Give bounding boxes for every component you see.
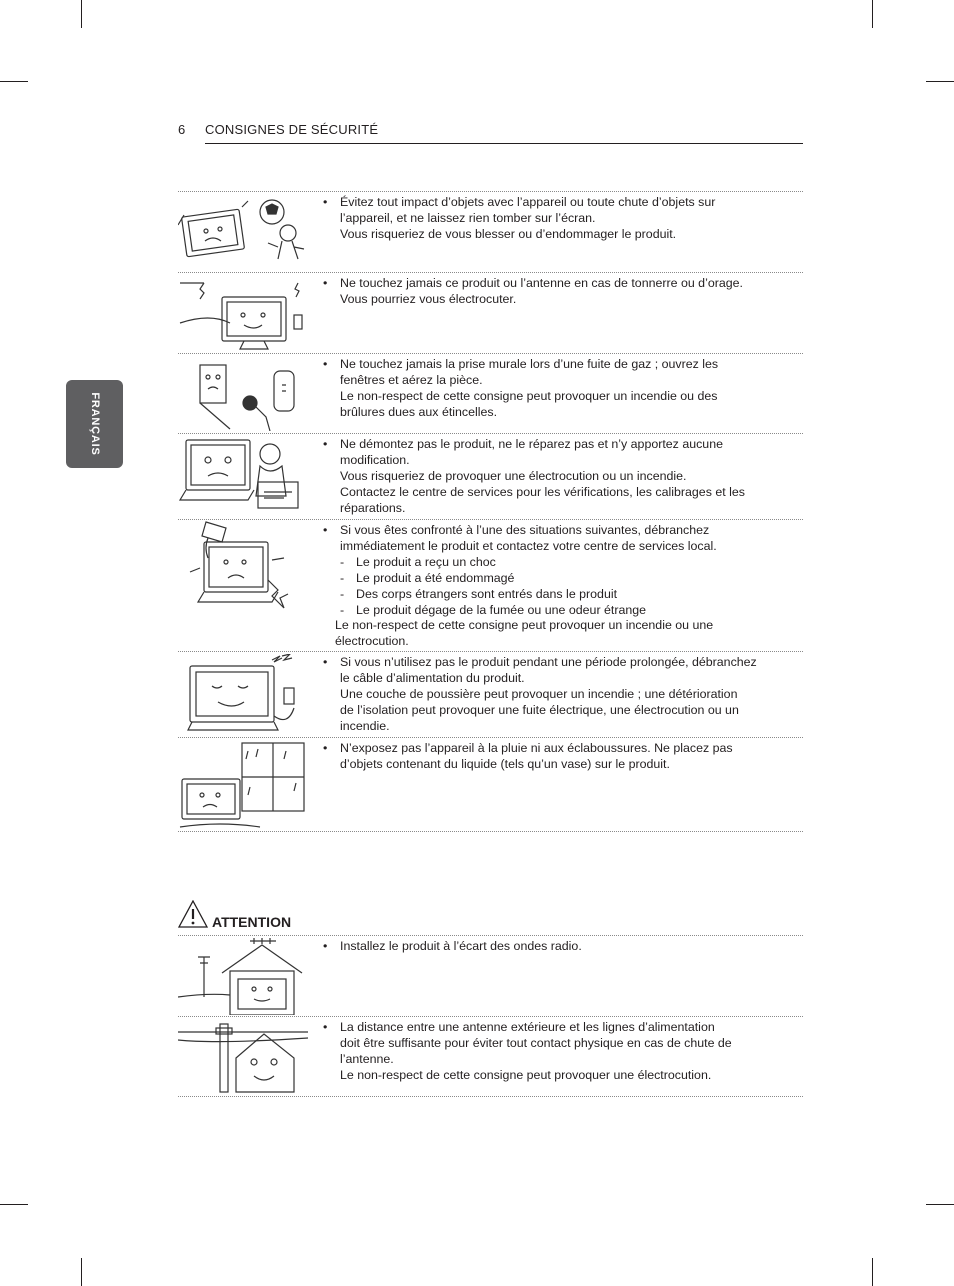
warning-text: • Ne touchez jamais ce produit ou l’antenne en cas de tonnerre ou d’orage. Vous pourriez vous électrocuter. <box>323 276 743 306</box>
crop-mark <box>872 1258 873 1286</box>
warning-triangle-icon <box>178 900 208 928</box>
row-divider <box>178 433 803 434</box>
warning-text: • Évitez tout impact d’objets avec l’appareil ou toute chute d’objets sur l’appareil, et ne laissez rien tomber sur l’écran. Vous risqueriez de vous blesser ou d’endommager le produit. <box>323 195 716 241</box>
language-tab <box>66 380 123 468</box>
row-divider <box>178 191 803 192</box>
tv-rain-window-icon <box>178 739 308 831</box>
row-divider <box>178 272 803 273</box>
tv-lightning-storm-icon <box>178 275 308 351</box>
crop-mark <box>926 81 954 82</box>
warning-text: • Si vous n’utilisez pas le produit pendant une période prolongée, débranchez le câble d’alimentation du produit. Une couche de poussière peut provoquer un incendie ; une détérioration de l’isolation peut provoquer une fuite électrique, une électrocution ou un incendie. <box>323 655 757 733</box>
row-divider <box>178 353 803 354</box>
language-tab-label: FRANÇAIS <box>88 392 101 456</box>
warning-text: • Installez le produit à l’écart des ondes radio. <box>323 939 582 953</box>
row-divider <box>178 1016 803 1017</box>
warning-text: • N’exposez pas l’appareil à la pluie ni aux éclaboussures. Ne placez pas d’objets contenant du liquide (tels qu’un vase) sur le produit. <box>323 741 733 771</box>
crop-mark <box>0 1204 28 1205</box>
tv-impact-ball-icon <box>178 195 308 269</box>
row-divider <box>178 737 803 738</box>
warning-text: • Si vous êtes confronté à l’une des situations suivantes, débranchez immédiatement le produit et contactez votre centre de services local. - Le produit a reçu un choc - Le produit a été endommagé - Des corps étrangers sont entrés dans le produit - Le produit dégage de la fumée ou une odeur étrange Le non-respect de cette consigne peut provoquer un incendie ou une électrocution. <box>323 523 717 649</box>
tv-sleeping-unplugged-icon <box>178 654 308 734</box>
house-power-line-icon <box>178 1018 308 1094</box>
crop-mark <box>81 1258 82 1286</box>
crop-mark <box>926 1204 954 1205</box>
gas-leak-plug-icon <box>178 355 308 431</box>
crop-mark <box>81 0 82 28</box>
section-title: CONSIGNES DE SÉCURITÉ <box>205 122 379 137</box>
warning-text: • Ne démontez pas le produit, ne le réparez pas et n’y apportez aucune modification. Vous risqueriez de provoquer une électrocution ou un incendie. Contactez le centre de services pour les vérifications, les calibrages et les réparations. <box>323 437 745 515</box>
row-divider <box>178 831 803 832</box>
row-divider <box>178 1096 803 1097</box>
tv-disassembly-icon <box>178 436 308 516</box>
page-number: 6 <box>178 122 186 137</box>
house-radio-antenna-icon <box>178 937 308 1015</box>
attention-label: ATTENTION <box>212 914 292 930</box>
header-rule <box>205 143 803 144</box>
row-divider <box>178 935 803 936</box>
page-header <box>178 122 803 144</box>
crop-mark <box>872 0 873 28</box>
warning-text: • Ne touchez jamais la prise murale lors d’une fuite de gaz ; ouvrez les fenêtres et aérez la pièce. Le non-respect de cette consigne peut provoquer un incendie ou des brûlures dues aux étincelles. <box>323 357 719 419</box>
crop-mark <box>0 81 28 82</box>
tv-unplug-damage-icon <box>178 520 308 616</box>
warning-text: • La distance entre une antenne extérieure et les lignes d’alimentation doit être suffisante pour éviter tout contact physique en cas de chute de l’antenne. Le non-respect de cette consigne peut provoquer une électrocution. <box>323 1020 732 1082</box>
row-divider <box>178 651 803 652</box>
attention-heading <box>178 900 378 930</box>
